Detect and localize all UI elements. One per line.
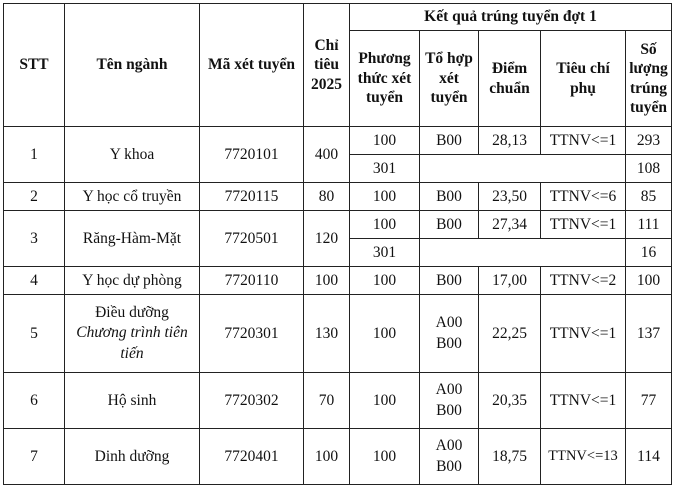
header-tieu-chi-phu: Tiêu chí phụ: [541, 31, 626, 127]
header-to-hop: Tổ hợp xét tuyển: [420, 31, 479, 127]
header-so-luong: Số lượng trúng tuyển: [626, 31, 672, 127]
cell-ma: 7720501: [200, 211, 304, 267]
cell-ma: 7720115: [200, 183, 304, 211]
cell-so-luong: 100: [626, 267, 672, 295]
cell-to-hop: B00: [420, 183, 479, 211]
cell-stt: 4: [4, 267, 65, 295]
cell-to-hop: B00: [420, 267, 479, 295]
cell-ten-nganh: Hộ sinh: [65, 373, 200, 429]
to-hop-1: A00: [435, 314, 463, 332]
cell-so-luong: 108: [626, 155, 672, 183]
cell-tieu-chi: TTNV<=1: [541, 373, 626, 429]
table-row: [4, 127, 672, 155]
cell-chi-tieu: 70: [304, 373, 350, 429]
header-phuong-thuc: Phương thức xét tuyển: [350, 31, 420, 127]
cell-ma: 7720101: [200, 127, 304, 183]
cell-diem: 22,25: [479, 295, 541, 373]
header-ma-xet-tuyen: Mã xét tuyển: [200, 4, 304, 127]
cell-diem: 17,00: [479, 267, 541, 295]
cell-to-hop: B00: [420, 211, 479, 239]
cell-so-luong: 85: [626, 183, 672, 211]
cell-ten-nganh: [65, 295, 200, 373]
cell-ten-nganh: Răng-Hàm-Mặt: [65, 211, 200, 267]
header-chi-tieu: Chỉ tiêu 2025: [304, 4, 350, 127]
cell-diem: 28,13: [479, 127, 541, 155]
cell-phuong-thuc: 100: [350, 183, 420, 211]
cell-ma: 7720301: [200, 295, 304, 373]
cell-chi-tieu: 130: [304, 295, 350, 373]
table-row: [4, 373, 672, 429]
cell-so-luong: 111: [626, 211, 672, 239]
cell-phuong-thuc: 100: [350, 373, 420, 429]
cell-phuong-thuc: 301: [350, 239, 420, 267]
cell-so-luong: 114: [626, 429, 672, 485]
table-row: [4, 429, 672, 485]
header-row-1: [4, 4, 672, 31]
cell-chi-tieu: 80: [304, 183, 350, 211]
cell-chi-tieu: 100: [304, 429, 350, 485]
to-hop-2: B00: [436, 457, 462, 475]
cell-phuong-thuc: 301: [350, 155, 420, 183]
admission-results-table: [3, 3, 672, 485]
header-ket-qua-group: Kết quả trúng tuyển đợt 1: [350, 4, 672, 31]
cell-to-hop: [420, 373, 479, 429]
to-hop-2: B00: [436, 401, 462, 419]
cell-empty: [420, 239, 626, 267]
ten-nganh-main: Điều dưỡng: [95, 304, 169, 322]
cell-ma: 7720110: [200, 267, 304, 295]
table-row: [4, 211, 672, 239]
cell-chi-tieu: 400: [304, 127, 350, 183]
table-row: [4, 295, 672, 373]
cell-diem: 18,75: [479, 429, 541, 485]
cell-diem: 23,50: [479, 183, 541, 211]
cell-phuong-thuc: 100: [350, 267, 420, 295]
cell-stt: 5: [4, 295, 65, 373]
cell-phuong-thuc: 100: [350, 429, 420, 485]
cell-stt: 1: [4, 127, 65, 183]
cell-ten-nganh: Y học dự phòng: [65, 267, 200, 295]
ten-nganh-note: Chương trình tiên tiến: [76, 324, 188, 362]
cell-tieu-chi: TTNV<=1: [541, 295, 626, 373]
cell-diem: 27,34: [479, 211, 541, 239]
cell-tieu-chi: TTNV<=13: [541, 429, 626, 485]
cell-so-luong: 16: [626, 239, 672, 267]
header-stt: STT: [4, 4, 65, 127]
cell-phuong-thuc: 100: [350, 127, 420, 155]
cell-stt: 7: [4, 429, 65, 485]
cell-to-hop: [420, 429, 479, 485]
cell-tieu-chi: TTNV<=2: [541, 267, 626, 295]
cell-stt: 6: [4, 373, 65, 429]
header-ten-nganh: Tên ngành: [65, 4, 200, 127]
cell-so-luong: 293: [626, 127, 672, 155]
cell-ten-nganh: Y học cổ truyền: [65, 183, 200, 211]
cell-ten-nganh: Y khoa: [65, 127, 200, 183]
header-diem-chuan: Điểm chuẩn: [479, 31, 541, 127]
cell-stt: 3: [4, 211, 65, 267]
table-row: [4, 183, 672, 211]
cell-tieu-chi: TTNV<=6: [541, 183, 626, 211]
cell-empty: [420, 155, 626, 183]
cell-so-luong: 77: [626, 373, 672, 429]
cell-tieu-chi: TTNV<=1: [541, 211, 626, 239]
cell-chi-tieu: 100: [304, 267, 350, 295]
to-hop-1: A00: [435, 381, 463, 399]
cell-phuong-thuc: 100: [350, 295, 420, 373]
table-row: [4, 267, 672, 295]
cell-stt: 2: [4, 183, 65, 211]
cell-tieu-chi: TTNV<=1: [541, 127, 626, 155]
cell-chi-tieu: 120: [304, 211, 350, 267]
cell-ma: 7720401: [200, 429, 304, 485]
cell-diem: 20,35: [479, 373, 541, 429]
to-hop-2: B00: [436, 334, 462, 352]
cell-ten-nganh: Dinh dưỡng: [65, 429, 200, 485]
cell-phuong-thuc: 100: [350, 211, 420, 239]
to-hop-1: A00: [435, 437, 463, 455]
cell-ma: 7720302: [200, 373, 304, 429]
cell-so-luong: 137: [626, 295, 672, 373]
cell-to-hop: [420, 295, 479, 373]
cell-to-hop: B00: [420, 127, 479, 155]
